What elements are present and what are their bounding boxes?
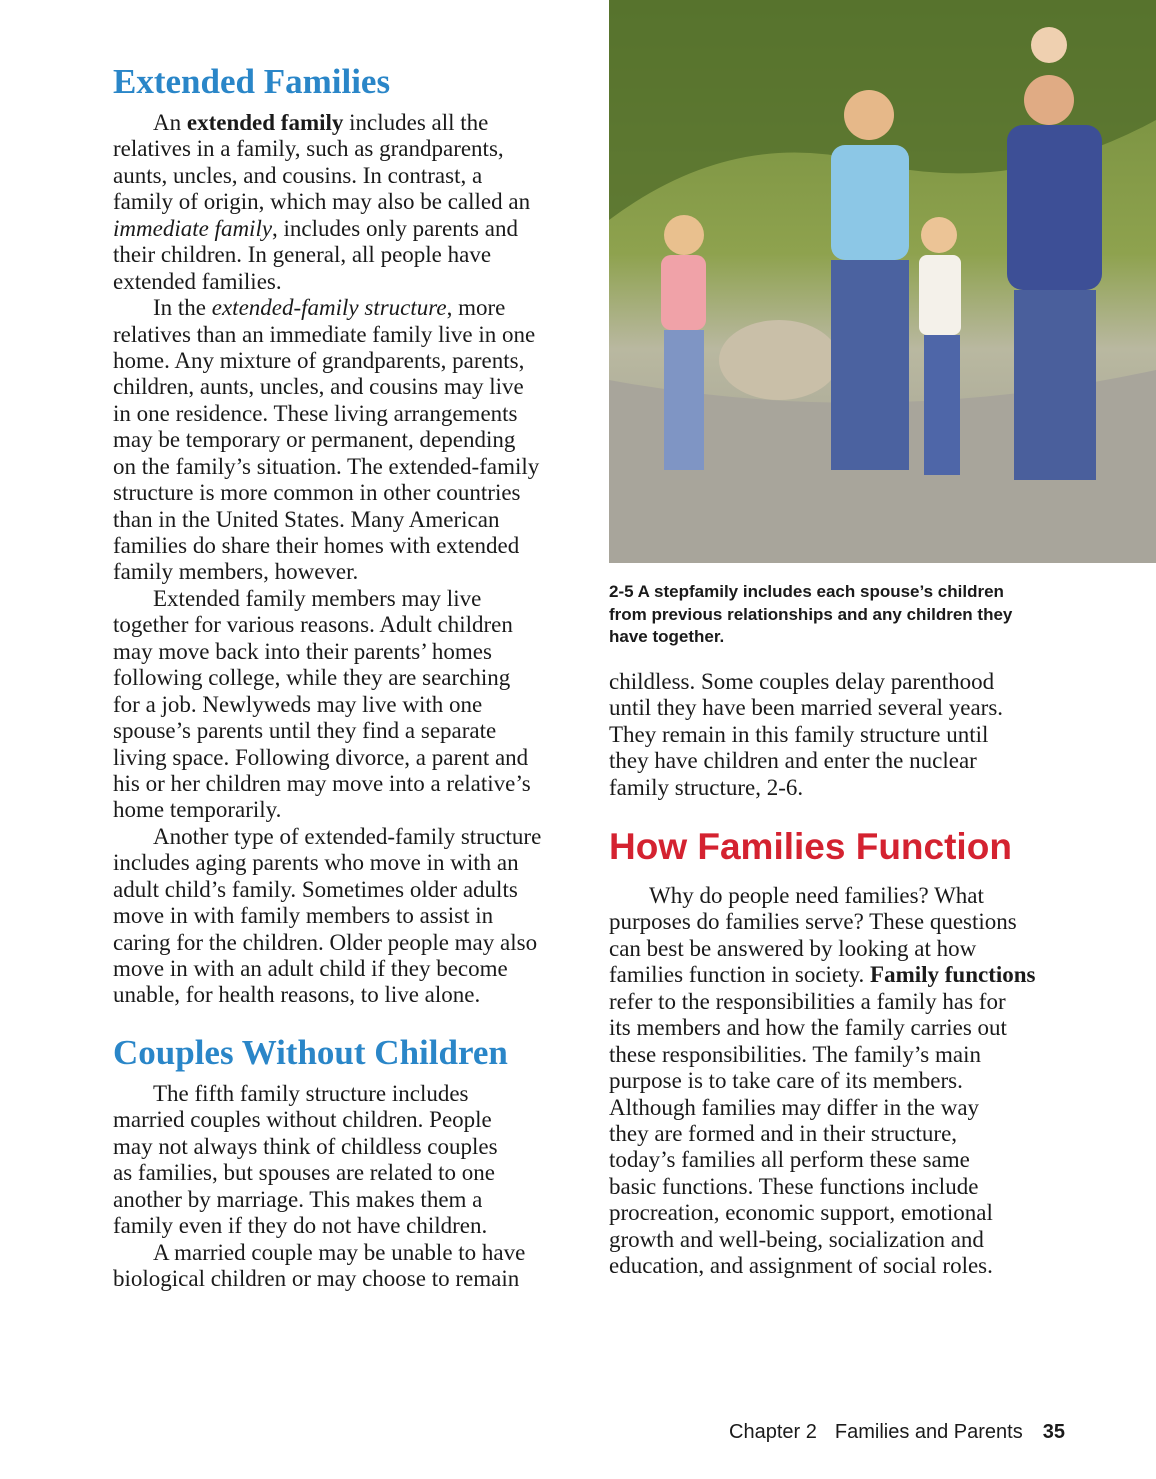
text-segment: purpose is to take care of its members. xyxy=(609,1068,963,1094)
text-line xyxy=(609,1068,1036,1094)
text-segment: married couples without children. People xyxy=(113,1107,492,1133)
text-line xyxy=(113,533,541,559)
text-segment: unable, for health reasons, to live alone. xyxy=(113,982,481,1008)
text-segment: his or her children may move into a relative’s xyxy=(113,770,531,796)
text-line xyxy=(113,189,541,215)
text-line xyxy=(113,930,541,956)
text-line xyxy=(113,295,541,321)
text-segment: 2-5 A stepfamily includes each spouse’s children xyxy=(609,582,1004,601)
text-block-extended-families xyxy=(113,110,541,1009)
text-line xyxy=(113,480,541,506)
text-segment: may not always think of childless couples xyxy=(113,1133,498,1159)
text-line xyxy=(113,903,541,929)
text-line xyxy=(609,581,1012,604)
text-segment: Why do people need families? What xyxy=(649,883,984,908)
text-line xyxy=(609,1121,1036,1147)
text-line xyxy=(113,692,541,718)
text-segment: from previous relationships and any children they xyxy=(609,604,1013,624)
text-segment: they have children and enter the nuclear xyxy=(609,748,977,774)
text-segment: their children. In general, all people have xyxy=(113,242,492,268)
text-segment: move in with family members to assist in xyxy=(113,903,494,929)
text-line xyxy=(609,1253,1036,1279)
text-segment: home temporarily. xyxy=(113,797,282,823)
text-segment: In the xyxy=(153,295,212,321)
text-segment: extended families. xyxy=(113,268,282,294)
text-line xyxy=(609,626,1012,649)
text-line xyxy=(609,1174,1036,1200)
text-segment: may be temporary or permanent, depending xyxy=(113,427,516,453)
text-line xyxy=(113,322,541,348)
text-line xyxy=(609,695,1003,721)
text-segment: education, and assignment of social roles. xyxy=(609,1253,993,1279)
text-line xyxy=(609,936,1036,962)
bold-term: extended family xyxy=(186,110,344,135)
text-line xyxy=(609,962,1036,988)
text-line xyxy=(609,1147,1036,1173)
text-segment: relatives than an immediate family live in one xyxy=(113,321,536,347)
text-line xyxy=(113,639,541,665)
text-line xyxy=(113,745,541,771)
text-segment: refer to the responsibilities a family has for xyxy=(609,988,1006,1014)
italic-term: extended-family structure xyxy=(211,295,447,321)
text-segment: families do share their homes with extended xyxy=(113,533,520,558)
text-segment: growth and well-being, socialization and xyxy=(609,1226,984,1252)
text-segment: move in with an adult child if they become xyxy=(113,956,508,981)
text-line xyxy=(113,850,541,876)
text-segment: spouse’s parents until they find a separate xyxy=(113,718,497,744)
text-segment: on the family’s situation. The extended-family xyxy=(113,453,540,479)
text-segment: family even if they do not have children. xyxy=(113,1213,488,1239)
text-line xyxy=(113,110,541,136)
page-number: 35 xyxy=(1042,1421,1065,1443)
italic-term: immediate family xyxy=(113,215,273,241)
text-segment: families function in society. xyxy=(609,962,871,988)
text-segment: for a job. Newlyweds may live with one xyxy=(113,691,483,717)
text-segment: adult child’s family. Sometimes older adults xyxy=(113,876,518,902)
text-segment: , includes only parents and xyxy=(272,215,518,241)
text-line xyxy=(113,612,541,638)
text-segment: family structure, 2-6. xyxy=(609,774,804,800)
text-line xyxy=(113,718,541,744)
text-line xyxy=(609,1200,1036,1226)
text-segment: until they have been married several years. xyxy=(609,695,1004,721)
text-line xyxy=(113,1240,525,1266)
text-line xyxy=(609,989,1036,1015)
text-segment: biological children or may choose to remain xyxy=(113,1266,520,1292)
text-segment: home. Any mixture of grandparents, parents, xyxy=(113,347,525,373)
text-line xyxy=(609,722,1003,748)
text-segment: family of origin, which may also be called an xyxy=(113,189,531,215)
text-segment: childless. Some couples delay parenthood xyxy=(609,669,995,694)
text-segment: Extended family members may live xyxy=(153,585,482,611)
text-line xyxy=(609,1015,1036,1041)
text-segment: as families, but spouses are related to one xyxy=(113,1160,495,1186)
text-line xyxy=(113,401,541,427)
text-segment: aunts, uncles, and cousins. In contrast, a xyxy=(113,162,483,188)
text-block-childless-continued xyxy=(609,669,1003,801)
text-line xyxy=(113,1213,525,1239)
text-line xyxy=(113,269,541,295)
page-footer xyxy=(711,1419,1065,1445)
text-line xyxy=(113,242,541,268)
text-segment: purposes do families serve? These questions xyxy=(609,909,1017,935)
text-segment: includes aging parents who move in with an xyxy=(113,850,519,876)
text-line xyxy=(113,1134,525,1160)
footer-chapter: Chapter 2 xyxy=(729,1421,817,1443)
text-segment: Another type of extended-family structure xyxy=(153,823,542,849)
text-segment: A married couple may be unable to have xyxy=(153,1239,526,1265)
text-segment: another by marriage. This makes them a xyxy=(113,1186,483,1212)
text-segment: living space. Following divorce, a parent and xyxy=(113,744,529,770)
text-segment: children, aunts, uncles, and cousins may live xyxy=(113,374,524,400)
text-line xyxy=(113,454,541,480)
text-line xyxy=(113,374,541,400)
text-line xyxy=(113,586,541,612)
text-segment: following college, while they are searching xyxy=(113,665,511,691)
photo-illustration xyxy=(609,0,1156,563)
text-line xyxy=(609,909,1036,935)
text-line xyxy=(113,163,541,189)
text-segment: they are formed and in their structure, xyxy=(609,1120,958,1146)
text-segment: structure is more common in other countries xyxy=(113,480,521,506)
text-line xyxy=(113,1187,525,1213)
heading-how-families-function: How Families Function xyxy=(609,826,1012,867)
text-block-couples xyxy=(113,1081,525,1293)
footer-chapter-title: Families and Parents xyxy=(834,1421,1023,1443)
text-block-family-functions xyxy=(609,883,1036,1280)
text-segment: its members and how the family carries out xyxy=(609,1015,1007,1041)
text-line xyxy=(113,427,541,453)
text-line xyxy=(609,1095,1036,1121)
figure-caption xyxy=(609,581,1012,649)
text-segment: includes all the xyxy=(343,110,489,135)
text-segment: They remain in this family structure until xyxy=(609,721,989,747)
text-line xyxy=(609,775,1003,801)
text-line xyxy=(113,877,541,903)
text-line xyxy=(113,507,541,533)
text-segment: Although families may differ in the way xyxy=(609,1094,980,1120)
text-segment: have together. xyxy=(609,627,725,646)
text-line xyxy=(113,771,541,797)
text-line xyxy=(113,1266,525,1292)
text-segment: in one residence. These living arrangements xyxy=(113,400,518,426)
text-segment: relatives in a family, such as grandparents, xyxy=(113,136,504,162)
text-segment: can best be answered by looking at how xyxy=(609,935,977,961)
text-line xyxy=(113,824,541,850)
text-segment: today’s families all perform these same xyxy=(609,1147,970,1173)
text-segment: An xyxy=(153,110,187,135)
text-line xyxy=(113,956,541,982)
text-line xyxy=(113,797,541,823)
text-line xyxy=(113,136,541,162)
text-line xyxy=(609,1042,1036,1068)
text-segment: these responsibilities. The family’s main xyxy=(609,1041,981,1067)
text-line xyxy=(609,883,1036,909)
text-segment: procreation, economic support, emotional xyxy=(609,1200,993,1226)
text-line xyxy=(113,982,541,1008)
bold-term: Family functions xyxy=(870,962,1036,988)
text-segment: The fifth family structure includes xyxy=(153,1081,469,1106)
text-segment: caring for the children. Older people may also xyxy=(113,929,538,955)
text-line xyxy=(609,1227,1036,1253)
text-line xyxy=(609,669,1003,695)
text-line xyxy=(113,559,541,585)
text-segment: than in the United States. Many American xyxy=(113,506,500,532)
text-line xyxy=(113,1160,525,1186)
heading-extended-families: Extended Families xyxy=(113,62,391,101)
text-line xyxy=(113,1081,525,1107)
text-segment: family members, however. xyxy=(113,559,359,585)
text-line xyxy=(609,604,1012,627)
text-line xyxy=(113,348,541,374)
family-photo xyxy=(609,0,1156,563)
text-line xyxy=(113,216,541,242)
text-segment: , more xyxy=(446,295,506,321)
text-line xyxy=(609,748,1003,774)
text-line xyxy=(113,665,541,691)
text-segment: basic functions. These functions include xyxy=(609,1173,979,1199)
text-line xyxy=(113,1107,525,1133)
text-segment: may move back into their parents’ homes xyxy=(113,638,492,664)
heading-couples-without-children: Couples Without Children xyxy=(113,1033,508,1072)
text-segment: together for various reasons. Adult children xyxy=(113,612,513,638)
